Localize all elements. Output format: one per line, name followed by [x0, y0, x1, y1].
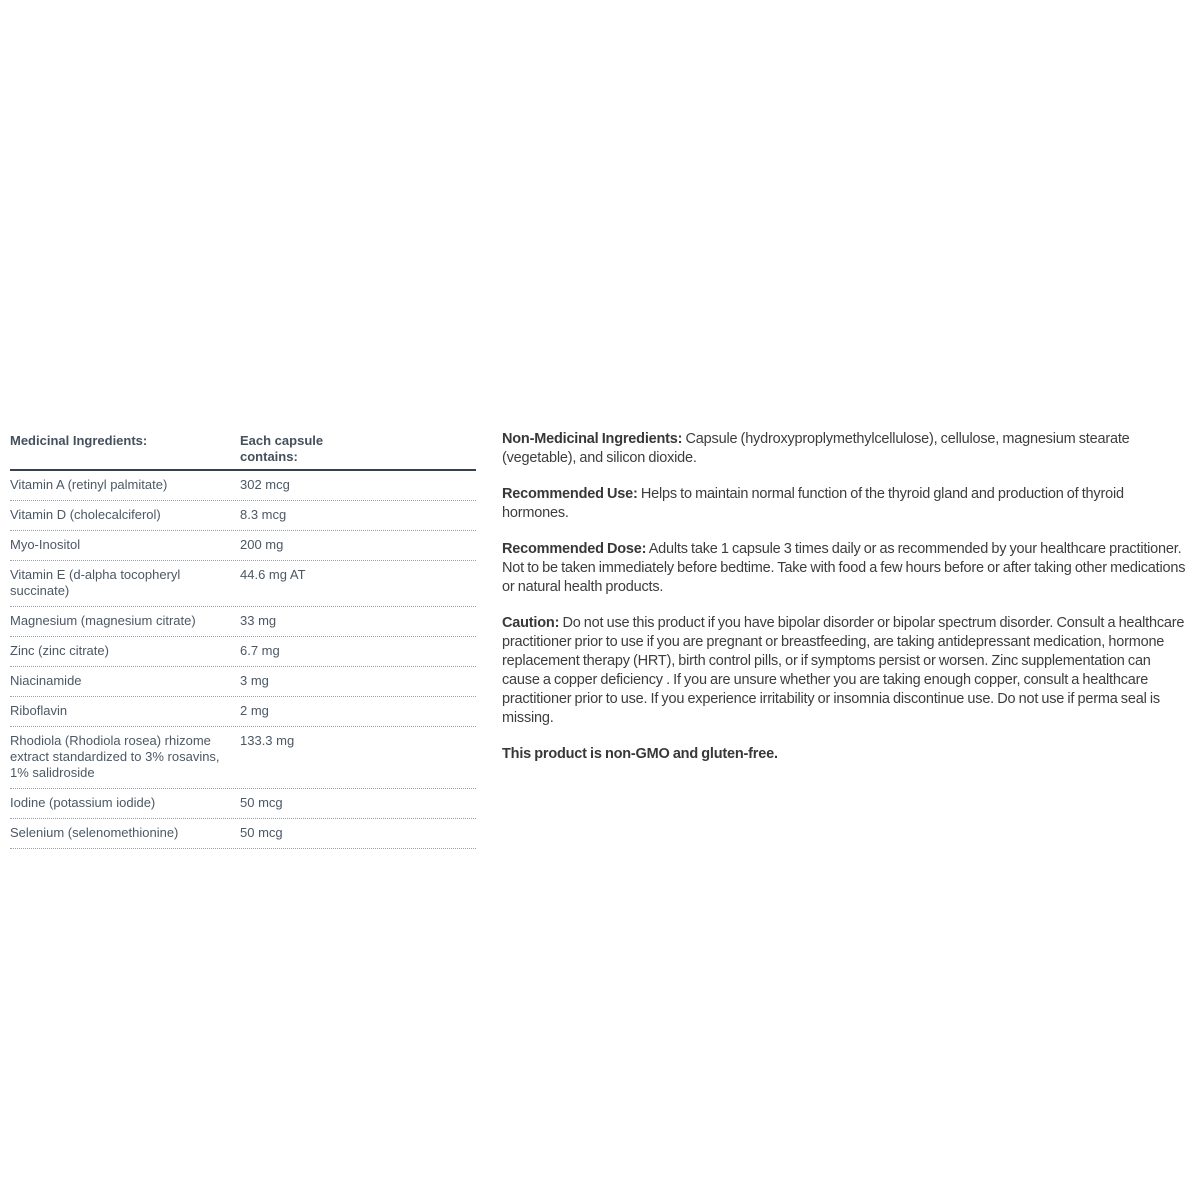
table-row: [10, 501, 476, 531]
table-row: [10, 819, 476, 849]
table-row: [10, 531, 476, 561]
paragraph-label: This product is non-GMO and gluten-free.: [502, 746, 778, 762]
info-paragraph: [502, 485, 1186, 523]
ingredient-name: Myo-Inositol: [10, 537, 81, 552]
paragraph-label: Non-Medicinal Ingredients:: [502, 431, 683, 447]
info-paragraph: [502, 540, 1186, 597]
paragraph-text: Capsule (hydroxyproplymethylcellulose), cellulose, magnesium stearate (vegetable), and silicon dioxide.: [502, 431, 1130, 466]
ingredient-amount: 44.6 mg AT: [240, 567, 306, 582]
info-paragraph: [502, 430, 1186, 468]
table-header-ingredients: Medicinal Ingredients:: [10, 433, 148, 448]
table-body: [10, 471, 476, 849]
ingredient-name: Riboflavin: [10, 703, 68, 718]
ingredient-name: Vitamin A (retinyl palmitate): [10, 477, 168, 492]
ingredient-name: Selenium (selenomethionine): [10, 825, 179, 840]
info-paragraph: [502, 745, 1186, 764]
ingredient-amount: 33 mg: [240, 613, 277, 628]
medicinal-ingredients-table: [10, 430, 476, 849]
table-row: [10, 727, 476, 789]
ingredient-name: Magnesium (magnesium citrate): [10, 613, 196, 628]
ingredient-name: Iodine (potassium iodide): [10, 795, 156, 810]
ingredient-amount: 302 mcg: [240, 477, 290, 492]
ingredient-amount: 6.7 mg: [240, 643, 280, 658]
paragraph-label: Caution:: [502, 615, 560, 631]
ingredient-amount: 50 mcg: [240, 795, 283, 810]
ingredient-amount: 50 mcg: [240, 825, 283, 840]
table-row: [10, 471, 476, 501]
ingredient-amount: 2 mg: [240, 703, 269, 718]
paragraph-list: [502, 430, 1186, 764]
ingredient-amount: 133.3 mg: [240, 733, 295, 748]
paragraph-text: Helps to maintain normal function of the thyroid gland and production of thyroid hormones.: [502, 486, 1124, 521]
ingredient-name: Vitamin D (cholecalciferol): [10, 507, 161, 522]
table-row: [10, 561, 476, 607]
table-row: [10, 607, 476, 637]
paragraph-label: Recommended Dose:: [502, 541, 647, 557]
paragraph-text: Do not use this product if you have bipolar disorder or bipolar spectrum disorder. Consult a healthcare practitioner prior to use if you are pregnant or breastfeeding, are taking antidepressant medication, hormone replacement therapy (HRT), birth control pills, or if symptoms persist or worsen. Zinc supplementation can cause a copper deficiency . If you are unsure whether you are taking enough copper, consult a healthcare practitioner prior to use. If you experience irritability or insomnia discontinue use. Do not use if perma seal is missing.: [502, 615, 1185, 726]
paragraph-label: Recommended Use:: [502, 486, 638, 502]
ingredient-amount: 200 mg: [240, 537, 284, 552]
table-row: [10, 789, 476, 819]
table-row: [10, 637, 476, 667]
ingredient-name: Zinc (zinc citrate): [10, 643, 109, 658]
table-row: [10, 667, 476, 697]
ingredient-name: Vitamin E (d-alpha tocopheryl succinate): [10, 567, 181, 598]
table-header-row: [10, 430, 476, 471]
ingredient-amount: 3 mg: [240, 673, 269, 688]
table-header-amount: Each capsule contains:: [240, 433, 324, 464]
paragraph-text: Adults take 1 capsule 3 times daily or as recommended by your healthcare practitioner. Not to be taken immediately before bedtime. Take with food a few hours before or after taking other medications or natural health products.: [502, 541, 1186, 595]
product-info-column: [502, 430, 1186, 781]
ingredient-name: Niacinamide: [10, 673, 82, 688]
ingredient-name: Rhodiola (Rhodiola rosea) rhizome extract standardized to 3% rosavins, 1% salidroside: [10, 733, 220, 780]
table-row: [10, 697, 476, 727]
info-paragraph: [502, 614, 1186, 728]
ingredient-amount: 8.3 mcg: [240, 507, 287, 522]
